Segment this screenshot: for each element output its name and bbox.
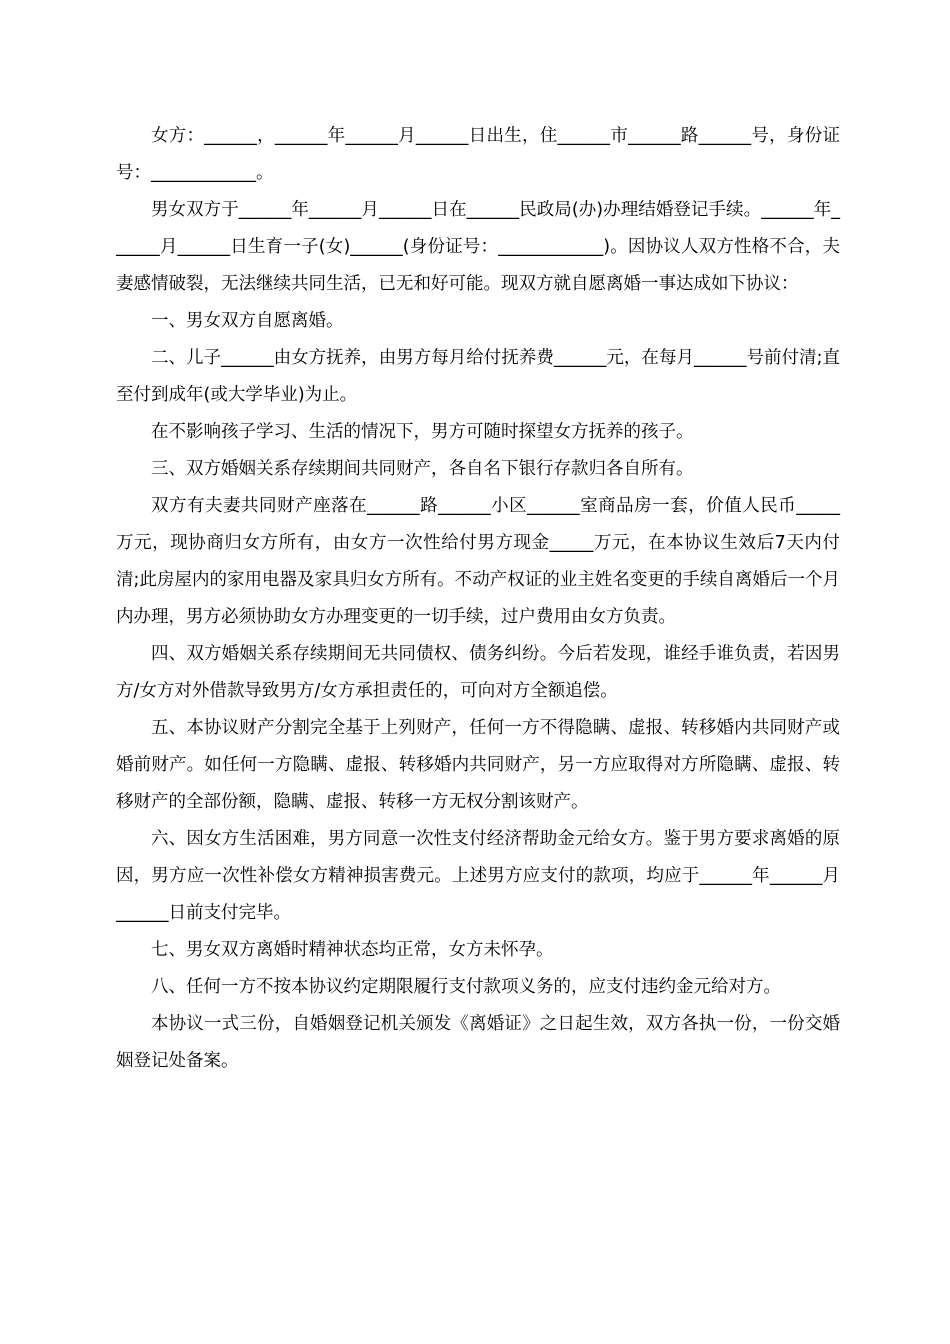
paragraph-clause-1: 一、男女双方自愿离婚。: [151, 311, 344, 331]
paragraph-clause-4: 四、双方婚姻关系存续期间无共同债权、债务纠纷。今后若发现，谁经手谁负责，若因男方/女方对外借款导致男方/女方承担责任的，可向对方全额追偿。: [116, 644, 840, 701]
paragraph-marriage-registration: 男女双方于______年______月______日在______民政局(办)办理结婚登记手续。______年______月______日生育一子(女)______(身份证号：____________)。因协议人双方性格不合，夫妻感情破裂，无法继续共同生活，已无和好可能。现双方就自愿离婚一事达成如下协议：: [116, 200, 840, 294]
paragraph-clause-5: 五、本协议财产分割完全基于上列财产，任何一方不得隐瞒、虚报、转移婚内共同财产或婚前财产。如任何一方隐瞒、虚报、转移婚内共同财产，另一方应取得对方所隐瞒、虚报、转移财产的全部份额，隐瞒、虚报、转移一方无权分割该财产。: [116, 718, 840, 812]
paragraph-clause-7: 七、男女双方离婚时精神状态均正常，女方未怀孕。: [151, 940, 554, 960]
agreement-document: [116, 118, 840, 1080]
paragraph-wife-info: 女方：______，______年______月______日出生，住______市______路______号，身份证号：____________。: [116, 126, 840, 183]
paragraph-clause-6: 六、因女方生活困难，男方同意一次性支付经济帮助金元给女方。鉴于男方要求离婚的原因，男方应一次性补偿女方精神损害费元。上述男方应支付的款项，均应于______年______月______日前支付完毕。: [116, 829, 840, 923]
paragraph-clause-3: 三、双方婚姻关系存续期间共同财产，各自名下银行存款归各自所有。: [151, 459, 694, 479]
paragraph-property: 双方有夫妻共同财产座落在______路______小区______室商品房一套，价值人民币_____万元，现协商归女方所有，由女方一次性给付男方现金_____万元，在本协议生效后7天内付清;此房屋内的家用电器及家具归女方所有。不动产权证的业主姓名变更的手续自离婚后一个月内办理，男方必须协助女方办理变更的一切手续，过户费用由女方负责。: [116, 496, 840, 627]
paragraph-clause-2: 二、儿子______由女方抚养，由男方每月给付抚养费______元，在每月______号前付清;直至付到成年(或大学毕业)为止。: [116, 348, 840, 405]
paragraph-effectiveness: 本协议一式三份，自婚姻登记机关颁发《离婚证》之日起生效，双方各执一份，一份交婚姻登记处备案。: [116, 1014, 840, 1071]
paragraph-visitation: 在不影响孩子学习、生活的情况下，男方可随时探望女方抚养的孩子。: [151, 422, 694, 442]
paragraph-clause-8: 八、任何一方不按本协议约定期限履行支付款项义务的，应支付违约金元给对方。: [151, 977, 781, 997]
